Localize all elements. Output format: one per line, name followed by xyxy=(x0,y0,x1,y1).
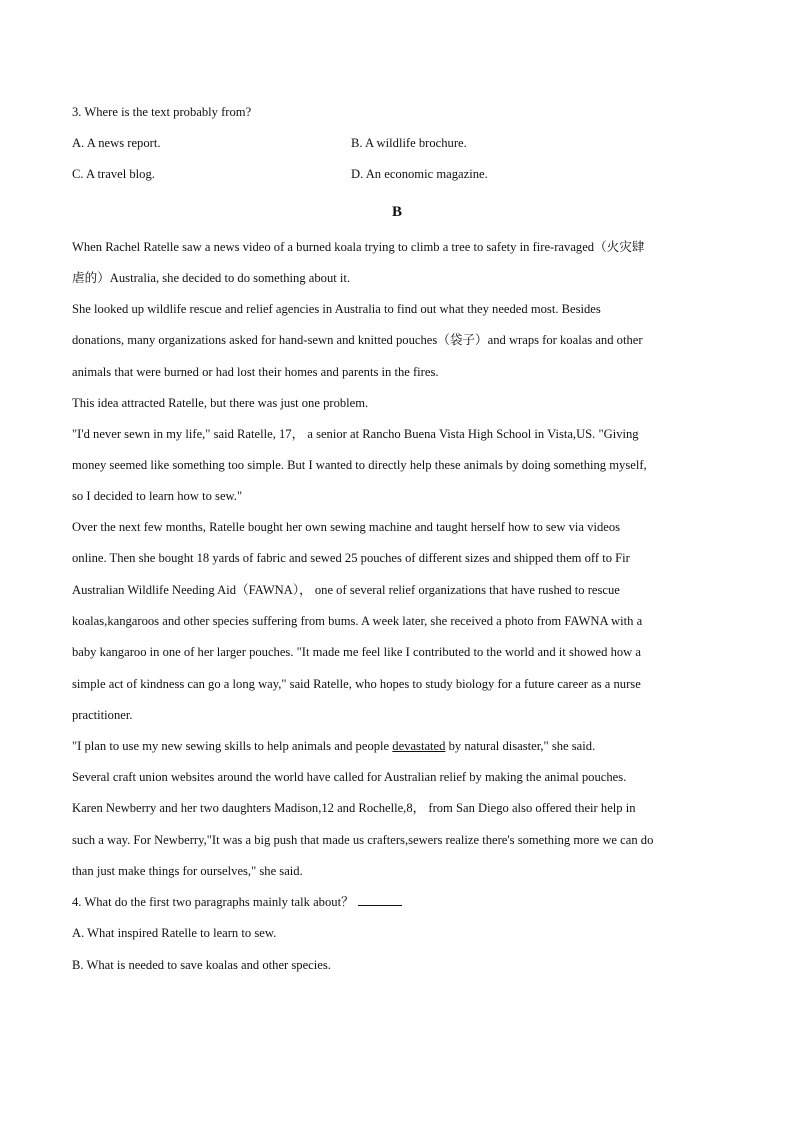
passage-text: "I plan to use my new sewing skills to help animals and people xyxy=(72,739,393,753)
passage-line: 虐的）Australia, she decided to do something about it. xyxy=(72,271,351,285)
passage-line: money seemed like something too simple. But I wanted to directly help these animals by doing something myself, xyxy=(72,458,647,472)
passage-line: so I decided to learn how to sew." xyxy=(72,489,243,503)
passage-line: Several craft union websites around the world have called for Australian relief by making the animal pouches. xyxy=(72,770,627,784)
underlined-word: devastated xyxy=(392,739,446,753)
passage-line: practitioner. xyxy=(72,708,133,722)
passage-line: baby kangaroo in one of her larger pouches. "It made me feel like I contributed to the world and it showed how a xyxy=(72,645,641,659)
question-3: 3. Where is the text probably from? xyxy=(72,105,252,119)
passage-line: Karen Newberry and her two daughters Madison,12 and Rochelle,8， from San Diego also offered their help in xyxy=(72,801,636,815)
passage-line: This idea attracted Ratelle, but there was just one problem. xyxy=(72,396,369,410)
q4-option-b[interactable]: B. What is needed to save koalas and other species. xyxy=(72,958,331,972)
passage-line: online. Then she bought 18 yards of fabric and sewed 25 pouches of different sizes and shipped them off to Fir xyxy=(72,551,630,565)
passage-line: "I'd never sewn in my life," said Ratelle, 17， a senior at Rancho Buena Vista High School in Vista,US. "Giving xyxy=(72,427,639,441)
passage-line: She looked up wildlife rescue and relief agencies in Australia to find out what they needed most. Besides xyxy=(72,302,601,316)
passage-line: simple act of kindness can go a long way," said Ratelle, who hopes to study biology for a future career as a nurse xyxy=(72,677,641,691)
passage-line: Over the next few months, Ratelle bought her own sewing machine and taught herself how to sew via videos xyxy=(72,520,621,534)
section-heading: B xyxy=(391,204,402,220)
passage-text: by natural disaster," she said. xyxy=(445,739,596,753)
q3-option-c[interactable]: C. A travel blog. xyxy=(72,167,155,181)
passage-line: than just make things for ourselves," she said. xyxy=(72,864,303,878)
question-4 xyxy=(72,894,732,910)
answer-blank[interactable] xyxy=(358,894,402,906)
passage-line: donations, many organizations asked for hand-sewn and knitted pouches（袋子）and wraps for koalas and other xyxy=(72,333,643,347)
passage-line: such a way. For Newberry,"It was a big push that made us crafters,sewers realize there's something more we can do xyxy=(72,833,654,847)
passage-line xyxy=(72,738,732,754)
q4-option-a[interactable]: A. What inspired Ratelle to learn to sew. xyxy=(72,926,277,940)
passage-line: animals that were burned or had lost their homes and parents in the fires. xyxy=(72,365,439,379)
passage-line: When Rachel Ratelle saw a news video of a burned koala trying to climb a tree to safety in fire-ravaged（火灾肆 xyxy=(72,240,645,254)
q3-option-b[interactable]: B. A wildlife brochure. xyxy=(351,136,467,150)
passage-line: Australian Wildlife Needing Aid（FAWNA）， one of several relief organizations that have rushed to rescue xyxy=(72,583,620,597)
question-4-text: 4. What do the first two paragraphs mainly talk about？ xyxy=(72,895,354,909)
q3-option-a[interactable]: A. A news report. xyxy=(72,136,161,150)
q3-option-d[interactable]: D. An economic magazine. xyxy=(351,167,488,181)
passage-line: koalas,kangaroos and other species suffering from bums. A week later, she received a photo from FAWNA with a xyxy=(72,614,643,628)
